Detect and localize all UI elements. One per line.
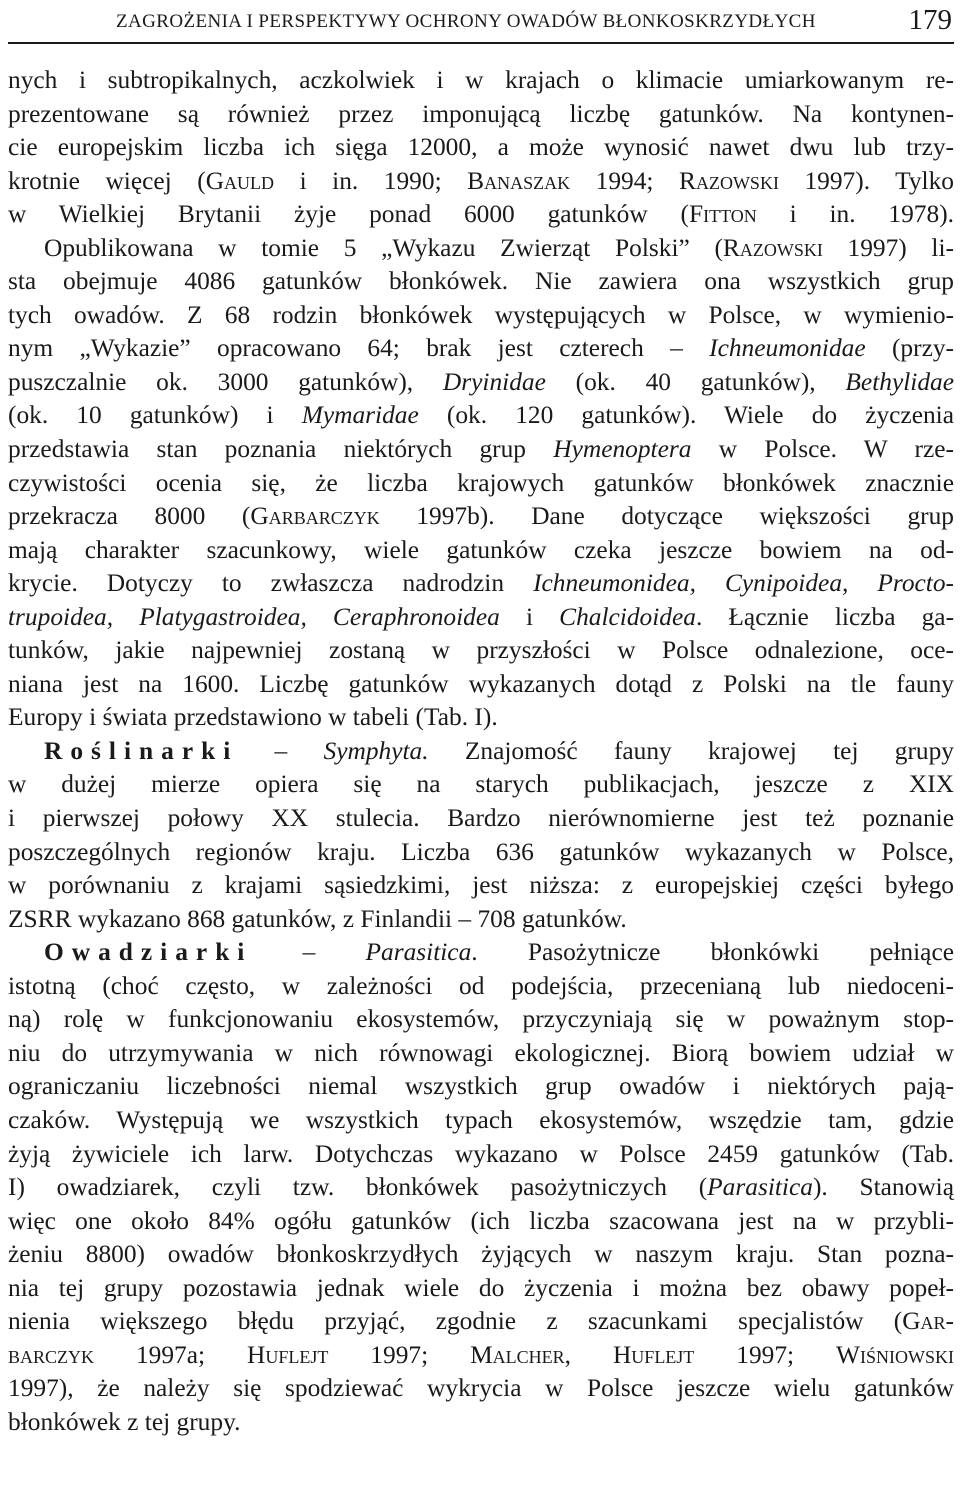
text-run: czywistości ocenia się, że liczba krajowych gatunków błonkówek znacznie bbox=[8, 468, 954, 497]
italic-term: Parasitica bbox=[365, 938, 472, 967]
text-run: 1997; bbox=[694, 1340, 837, 1369]
text-run: I) owadziarek, czyli tzw. błonkówek pasożytniczych ( bbox=[8, 1173, 708, 1202]
text-run: nym „Wykazie” opracowano 64; brak jest czterech – bbox=[8, 334, 710, 363]
text-line bbox=[8, 366, 954, 400]
text-line bbox=[8, 433, 954, 467]
text-run: niu do utrzymywania w nich równowagi ekologicznej. Biorą bowiem udział w bbox=[8, 1038, 954, 1067]
text-run: i pierwszej połowy XX stulecia. Bardzo nierównomierne jest też poznanie bbox=[8, 804, 954, 833]
text-run: krotnie więcej ( bbox=[8, 166, 206, 195]
text-line bbox=[8, 836, 954, 870]
text-run: 1997). Tylko bbox=[778, 166, 955, 195]
text-run: w porównaniu z krajami sąsiedzkimi, jest niższa: z europejskiej części byłego bbox=[8, 871, 954, 900]
italic-term: Ichneumonidea, Cynipoidea, Procto- bbox=[533, 569, 954, 598]
text-run: w dużej mierze opiera się na starych publikacjach, jeszcze z XIX bbox=[8, 770, 954, 799]
text-run: przekracza 8000 ( bbox=[8, 502, 251, 531]
text-run: cie europejskim liczba ich sięga 12000, a może wynosić nawet dwu lub trzy- bbox=[8, 133, 954, 162]
text-line bbox=[8, 802, 954, 836]
text-line bbox=[8, 1339, 954, 1373]
italic-term: Hymenoptera bbox=[553, 435, 692, 464]
section-heading: Owadziarki bbox=[44, 938, 253, 967]
text-line bbox=[8, 1070, 954, 1104]
text-line bbox=[8, 165, 954, 199]
text-line bbox=[8, 467, 954, 501]
text-run: w Wielkiej Brytanii żyje ponad 6000 gatunków ( bbox=[8, 200, 689, 229]
text-line bbox=[8, 500, 954, 534]
text-line bbox=[8, 903, 954, 937]
italic-term: Ichneumonidae bbox=[709, 334, 866, 363]
text-run: więc one około 84% ogółu gatunków (ich liczba szacowana jest na w przybli- bbox=[8, 1206, 954, 1235]
text-line bbox=[8, 332, 954, 366]
text-line bbox=[8, 601, 954, 635]
author-name: Razowski bbox=[722, 233, 823, 262]
text-run: (ok. 10 gatunków) i bbox=[8, 401, 302, 430]
text-line bbox=[8, 64, 954, 98]
text-line bbox=[8, 232, 954, 266]
text-run: puszczalnie ok. 3000 gatunków), bbox=[8, 367, 443, 396]
text-line bbox=[8, 1104, 954, 1138]
text-run: błonkówek z tej grupy. bbox=[8, 1407, 241, 1436]
text-line bbox=[8, 701, 954, 735]
text-run: i bbox=[499, 602, 560, 631]
text-run: żyją żywiciele ich larw. Dotychczas wykazano w Polsce 2459 gatunków (Tab. bbox=[8, 1139, 954, 1168]
text-line bbox=[8, 534, 954, 568]
text-run: i in. 1990; bbox=[274, 166, 468, 195]
text-run: Znajomość fauny krajowej tej grupy bbox=[428, 736, 954, 765]
author-name: barczyk bbox=[8, 1340, 95, 1369]
text-run: ZSRR wykazano 868 gatunków, z Finlandii – 708 gatunków. bbox=[8, 904, 627, 933]
text-run: 1997b). Dane dotyczące większości grup bbox=[379, 502, 954, 531]
italic-term: Chalcidoidea bbox=[559, 602, 696, 631]
text-run: nych i subtropikalnych, aczkolwiek i w krajach o klimacie umiarkowanym re- bbox=[8, 66, 954, 94]
text-run: sta obejmuje 4086 gatunków błonkówek. Nie zawiera ona wszystkich grup bbox=[8, 267, 954, 296]
text-line bbox=[8, 399, 954, 433]
text-run: (ok. 40 gatunków), bbox=[545, 367, 846, 396]
text-line bbox=[8, 1372, 954, 1406]
text-line bbox=[8, 1003, 954, 1037]
text-run: w Polsce. W rze- bbox=[691, 435, 954, 464]
text-run: i in. 1978). bbox=[756, 200, 954, 229]
text-run: tych owadów. Z 68 rodzin błonkówek występujących w Polsce, w wymienio- bbox=[8, 300, 954, 329]
text-run: tunków, jakie najpewniej zostaną w przyszłości w Polsce odnalezione, oce- bbox=[8, 636, 954, 665]
header-rule bbox=[8, 42, 954, 44]
text-run: (ok. 120 gatunków). Wiele do życzenia bbox=[418, 401, 954, 430]
text-line bbox=[8, 1238, 954, 1272]
running-title: ZAGROŻENIA I PERSPEKTYWY OCHRONY OWADÓW BŁONKOSKRZYDŁYCH bbox=[116, 11, 816, 32]
author-name: Huflejt bbox=[612, 1340, 695, 1369]
text-run: krycie. Dotyczy to zwłaszcza nadrodzin bbox=[8, 569, 534, 598]
text-line bbox=[8, 936, 954, 970]
text-run: Europy i świata przedstawiono w tabeli (Tab. I). bbox=[8, 703, 498, 732]
text-run: mają charakter szacunkowy, wiele gatunków czeka jeszcze bowiem na od- bbox=[8, 535, 954, 564]
text-line bbox=[8, 634, 954, 668]
text-run: nia tej grupy pozostawia jednak wiele do życzenia i można bez obawy popeł- bbox=[8, 1273, 954, 1302]
text-run: żeniu 8800) owadów błonkoskrzydłych żyjących w naszym kraju. Stan pozna- bbox=[8, 1240, 954, 1269]
text-run: Opublikowana w tomie 5 „Wykazu Zwierząt Polski” ( bbox=[44, 233, 723, 262]
text-run: (przy- bbox=[865, 334, 954, 363]
italic-term: Bethylidae bbox=[845, 367, 954, 396]
text-line bbox=[8, 970, 954, 1004]
text-line bbox=[8, 198, 954, 232]
page-number: 179 bbox=[908, 4, 952, 36]
text-run: nienia większego błędu przyjąć, zgodnie z szacunkami specjalistów ( bbox=[8, 1307, 903, 1336]
text-run: ograniczaniu liczebności niemal wszystkich grup owadów i niektórych pają- bbox=[8, 1072, 954, 1101]
text-line bbox=[8, 1272, 954, 1306]
author-name: Fitton bbox=[689, 200, 757, 229]
text-line bbox=[8, 1205, 954, 1239]
author-name: Gar- bbox=[902, 1307, 954, 1336]
text-line bbox=[8, 1305, 954, 1339]
text-line bbox=[8, 735, 954, 769]
text-run: poszczególnych regionów kraju. Liczba 636 gatunków wykazanych w Polsce, bbox=[8, 837, 954, 866]
text-line bbox=[8, 1037, 954, 1071]
text-run: 1997a; bbox=[94, 1340, 248, 1369]
text-line bbox=[8, 768, 954, 802]
text-run: przedstawia stan poznania niektórych grup bbox=[8, 435, 554, 464]
text-line bbox=[8, 299, 954, 333]
text-run: . Łącznie liczba ga- bbox=[695, 602, 955, 631]
text-run: 1997), że należy się spodziewać wykrycia w Polsce jeszcze wielu gatunków bbox=[8, 1374, 954, 1403]
page-header bbox=[8, 6, 954, 46]
author-name: Gauld bbox=[205, 166, 275, 195]
text-run: niana jest na 1600. Liczbę gatunków wykazanych dotąd z Polski na tle fauny bbox=[8, 669, 954, 698]
text-line bbox=[8, 668, 954, 702]
text-line bbox=[8, 131, 954, 165]
text-line bbox=[8, 567, 954, 601]
text-line bbox=[8, 1138, 954, 1172]
text-run: 1994; bbox=[570, 166, 680, 195]
text-line bbox=[8, 869, 954, 903]
text-run: – bbox=[252, 938, 366, 967]
italic-term: trupoidea, Platygastroidea, Ceraphronoidea bbox=[8, 602, 500, 631]
body-text bbox=[8, 64, 954, 1439]
text-run: . Pasożytnicze błonkówki pełniące bbox=[471, 938, 954, 967]
text-run: istotną (choć często, w zależności od podejścia, przecenianą lub niedoceni- bbox=[8, 971, 954, 1000]
italic-term: Symphyta. bbox=[323, 736, 429, 765]
author-name: Wiśniowski bbox=[836, 1340, 955, 1369]
author-name: Banaszak bbox=[467, 166, 571, 195]
text-run: ). Stanowią bbox=[812, 1173, 954, 1202]
author-name: Garbarczyk bbox=[250, 502, 380, 531]
italic-term: Dryinidae bbox=[442, 367, 546, 396]
text-line bbox=[8, 1171, 954, 1205]
italic-term: Parasitica bbox=[707, 1173, 813, 1202]
text-line bbox=[8, 98, 954, 132]
text-run: 1997) li- bbox=[822, 233, 954, 262]
text-line bbox=[8, 265, 954, 299]
text-run: ną) rolę w funkcjonowaniu ekosystemów, przyczyniają się w poważnym stop- bbox=[8, 1005, 954, 1034]
author-name: Razowski bbox=[679, 166, 779, 195]
italic-term: Mymaridae bbox=[301, 401, 419, 430]
author-name: Malcher bbox=[470, 1340, 565, 1369]
author-name: Huflejt bbox=[247, 1340, 329, 1369]
text-line bbox=[8, 1406, 954, 1440]
text-run: , bbox=[564, 1340, 613, 1369]
text-run: czaków. Występują we wszystkich typach ekosystemów, wszędzie tam, gdzie bbox=[8, 1105, 954, 1134]
text-run: prezentowane są również przez imponującą liczbę gatunków. Na kontynen- bbox=[8, 99, 954, 128]
section-heading: Roślinarki bbox=[44, 736, 239, 765]
text-run: 1997; bbox=[328, 1340, 471, 1369]
text-run: – bbox=[238, 736, 324, 765]
